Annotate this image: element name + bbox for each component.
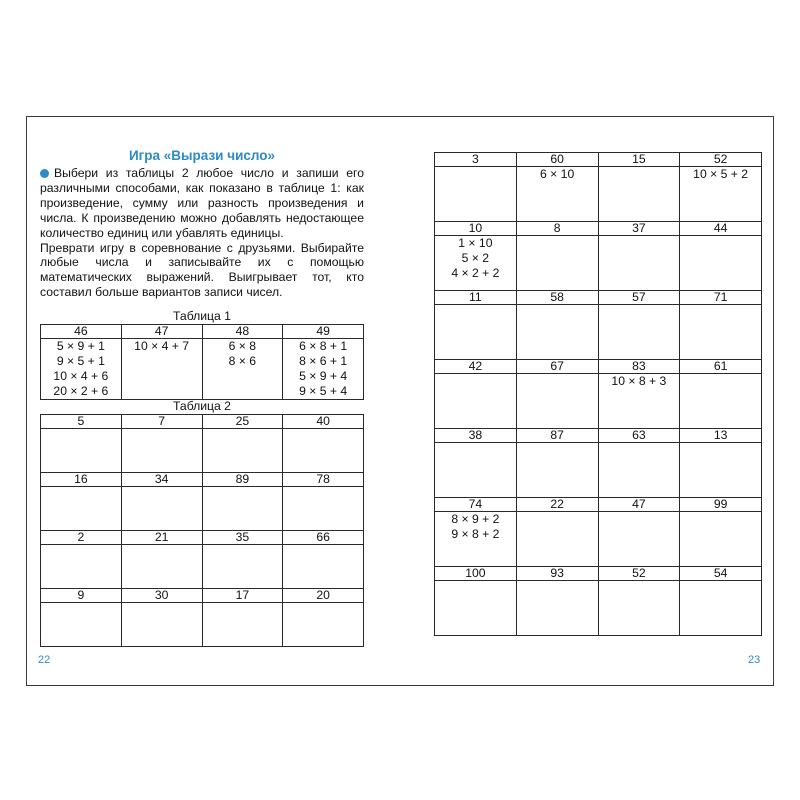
table-3 <box>434 152 762 636</box>
number-cell <box>516 222 598 291</box>
number-cell <box>283 415 364 473</box>
target-number: 58 <box>517 291 598 305</box>
target-number: 47 <box>599 498 680 512</box>
number-cell <box>283 473 364 531</box>
target-number: 100 <box>435 567 516 581</box>
instructions-paragraph-1 <box>40 166 364 241</box>
number-cell <box>598 153 680 222</box>
target-number: 60 <box>517 153 598 167</box>
target-number: 52 <box>680 153 761 167</box>
table-row <box>41 589 364 647</box>
number-cell <box>202 325 283 400</box>
number-cell <box>435 360 517 429</box>
number-cell <box>121 415 202 473</box>
number-cell <box>435 498 517 567</box>
number-cell <box>680 567 762 636</box>
number-cell <box>435 222 517 291</box>
number-cell <box>516 153 598 222</box>
instructions <box>40 166 364 300</box>
table-row <box>41 415 364 473</box>
target-number: 8 <box>517 222 598 236</box>
page-number-left: 22 <box>38 654 51 666</box>
instructions-paragraph-2: Преврати игру в соревнование с друзьями. Выбирайте любые числа и записывайте их с помощью математических выражений. Выигрывает тот, кто составил больше вариантов записи чисел. <box>40 240 364 300</box>
number-cell <box>516 498 598 567</box>
number-cell <box>680 291 762 360</box>
number-cell <box>680 153 762 222</box>
game-title: Игра «Вырази число» <box>128 148 276 163</box>
target-number: 42 <box>435 360 516 374</box>
number-cell <box>435 291 517 360</box>
target-number: 15 <box>599 153 680 167</box>
target-number: 2 <box>41 531 121 545</box>
expression: 6 × 8 + 1 <box>299 339 348 353</box>
instructions-text-1: Выбери из таблицы 2 любое число и запиши его различными способами, как показано в таблице 1: как произведение, сумму или разность произведения и числа. К произведению можно добавлять недостающее количество единиц или убавлять единицы. <box>40 166 364 240</box>
target-number: 3 <box>435 153 516 167</box>
expression: 6 × 8 <box>228 339 257 353</box>
table-row <box>41 531 364 589</box>
number-cell <box>598 429 680 498</box>
expression: 6 × 10 <box>540 167 575 181</box>
target-number: 47 <box>122 325 202 339</box>
expression: 10 × 4 + 6 <box>53 369 109 383</box>
target-number: 66 <box>283 531 363 545</box>
expression: 5 × 9 + 4 <box>299 369 348 383</box>
number-cell <box>435 429 517 498</box>
table-row <box>435 153 762 222</box>
table-2 <box>40 414 364 647</box>
number-cell <box>516 567 598 636</box>
number-cell <box>435 567 517 636</box>
number-cell <box>121 473 202 531</box>
target-number: 16 <box>41 473 121 487</box>
bullet-icon <box>40 169 49 178</box>
table-row <box>435 567 762 636</box>
number-cell <box>121 589 202 647</box>
target-number: 63 <box>599 429 680 443</box>
target-number: 25 <box>203 415 283 429</box>
target-number: 35 <box>203 531 283 545</box>
expression: 9 × 5 + 1 <box>56 354 105 368</box>
target-number: 87 <box>517 429 598 443</box>
number-cell <box>680 360 762 429</box>
number-cell <box>41 473 122 531</box>
number-cell <box>202 531 283 589</box>
number-cell <box>202 589 283 647</box>
number-cell <box>202 473 283 531</box>
target-number: 37 <box>599 222 680 236</box>
target-number: 52 <box>599 567 680 581</box>
number-cell <box>516 360 598 429</box>
target-number: 71 <box>680 291 761 305</box>
expression: 10 × 4 + 7 <box>134 339 190 353</box>
target-number: 61 <box>680 360 761 374</box>
target-number: 46 <box>41 325 121 339</box>
table-row <box>435 291 762 360</box>
target-number: 10 <box>435 222 516 236</box>
table-row <box>41 473 364 531</box>
target-number: 54 <box>680 567 761 581</box>
expression: 9 × 5 + 4 <box>299 384 348 398</box>
number-cell <box>598 567 680 636</box>
number-cell <box>283 325 364 400</box>
expression: 4 × 2 + 2 <box>451 266 500 280</box>
target-number: 20 <box>283 589 363 603</box>
target-number: 57 <box>599 291 680 305</box>
target-number: 74 <box>435 498 516 512</box>
number-cell <box>41 415 122 473</box>
table-row <box>435 222 762 291</box>
expression: 8 × 6 <box>228 354 257 368</box>
expression: 8 × 9 + 2 <box>451 512 500 526</box>
target-number: 30 <box>122 589 202 603</box>
target-number: 13 <box>680 429 761 443</box>
number-cell <box>121 531 202 589</box>
target-number: 89 <box>203 473 283 487</box>
target-number: 34 <box>122 473 202 487</box>
number-cell <box>516 291 598 360</box>
target-number: 40 <box>283 415 363 429</box>
expression: 20 × 2 + 6 <box>53 384 109 398</box>
target-number: 44 <box>680 222 761 236</box>
target-number: 99 <box>680 498 761 512</box>
number-cell <box>41 589 122 647</box>
expression: 9 × 8 + 2 <box>451 527 500 541</box>
expression: 10 × 8 + 3 <box>611 374 667 388</box>
target-number: 48 <box>203 325 283 339</box>
number-cell <box>516 429 598 498</box>
number-cell <box>283 589 364 647</box>
target-number: 7 <box>122 415 202 429</box>
target-number: 11 <box>435 291 516 305</box>
expression: 5 × 2 <box>461 251 490 265</box>
target-number: 93 <box>517 567 598 581</box>
number-cell <box>598 222 680 291</box>
number-cell <box>680 429 762 498</box>
number-cell <box>41 325 122 400</box>
table-1 <box>40 324 364 400</box>
table-row <box>41 325 364 400</box>
target-number: 83 <box>599 360 680 374</box>
number-cell <box>283 531 364 589</box>
target-number: 5 <box>41 415 121 429</box>
target-number: 49 <box>283 325 363 339</box>
target-number: 17 <box>203 589 283 603</box>
number-cell <box>121 325 202 400</box>
table-row <box>435 429 762 498</box>
target-number: 22 <box>517 498 598 512</box>
number-cell <box>435 153 517 222</box>
expression: 8 × 6 + 1 <box>299 354 348 368</box>
expression: 10 × 5 + 2 <box>693 167 749 181</box>
target-number: 21 <box>122 531 202 545</box>
number-cell <box>598 360 680 429</box>
target-number: 9 <box>41 589 121 603</box>
target-number: 38 <box>435 429 516 443</box>
target-number: 78 <box>283 473 363 487</box>
number-cell <box>680 222 762 291</box>
number-cell <box>598 291 680 360</box>
target-number: 67 <box>517 360 598 374</box>
table-row <box>435 498 762 567</box>
page-number-right: 23 <box>748 654 761 666</box>
table2-caption: Таблица 2 <box>173 399 231 413</box>
table-row <box>435 360 762 429</box>
table1-caption: Таблица 1 <box>173 309 231 323</box>
expression: 1 × 10 <box>458 236 493 250</box>
number-cell <box>202 415 283 473</box>
number-cell <box>598 498 680 567</box>
number-cell <box>41 531 122 589</box>
expression: 5 × 9 + 1 <box>56 339 105 353</box>
number-cell <box>680 498 762 567</box>
